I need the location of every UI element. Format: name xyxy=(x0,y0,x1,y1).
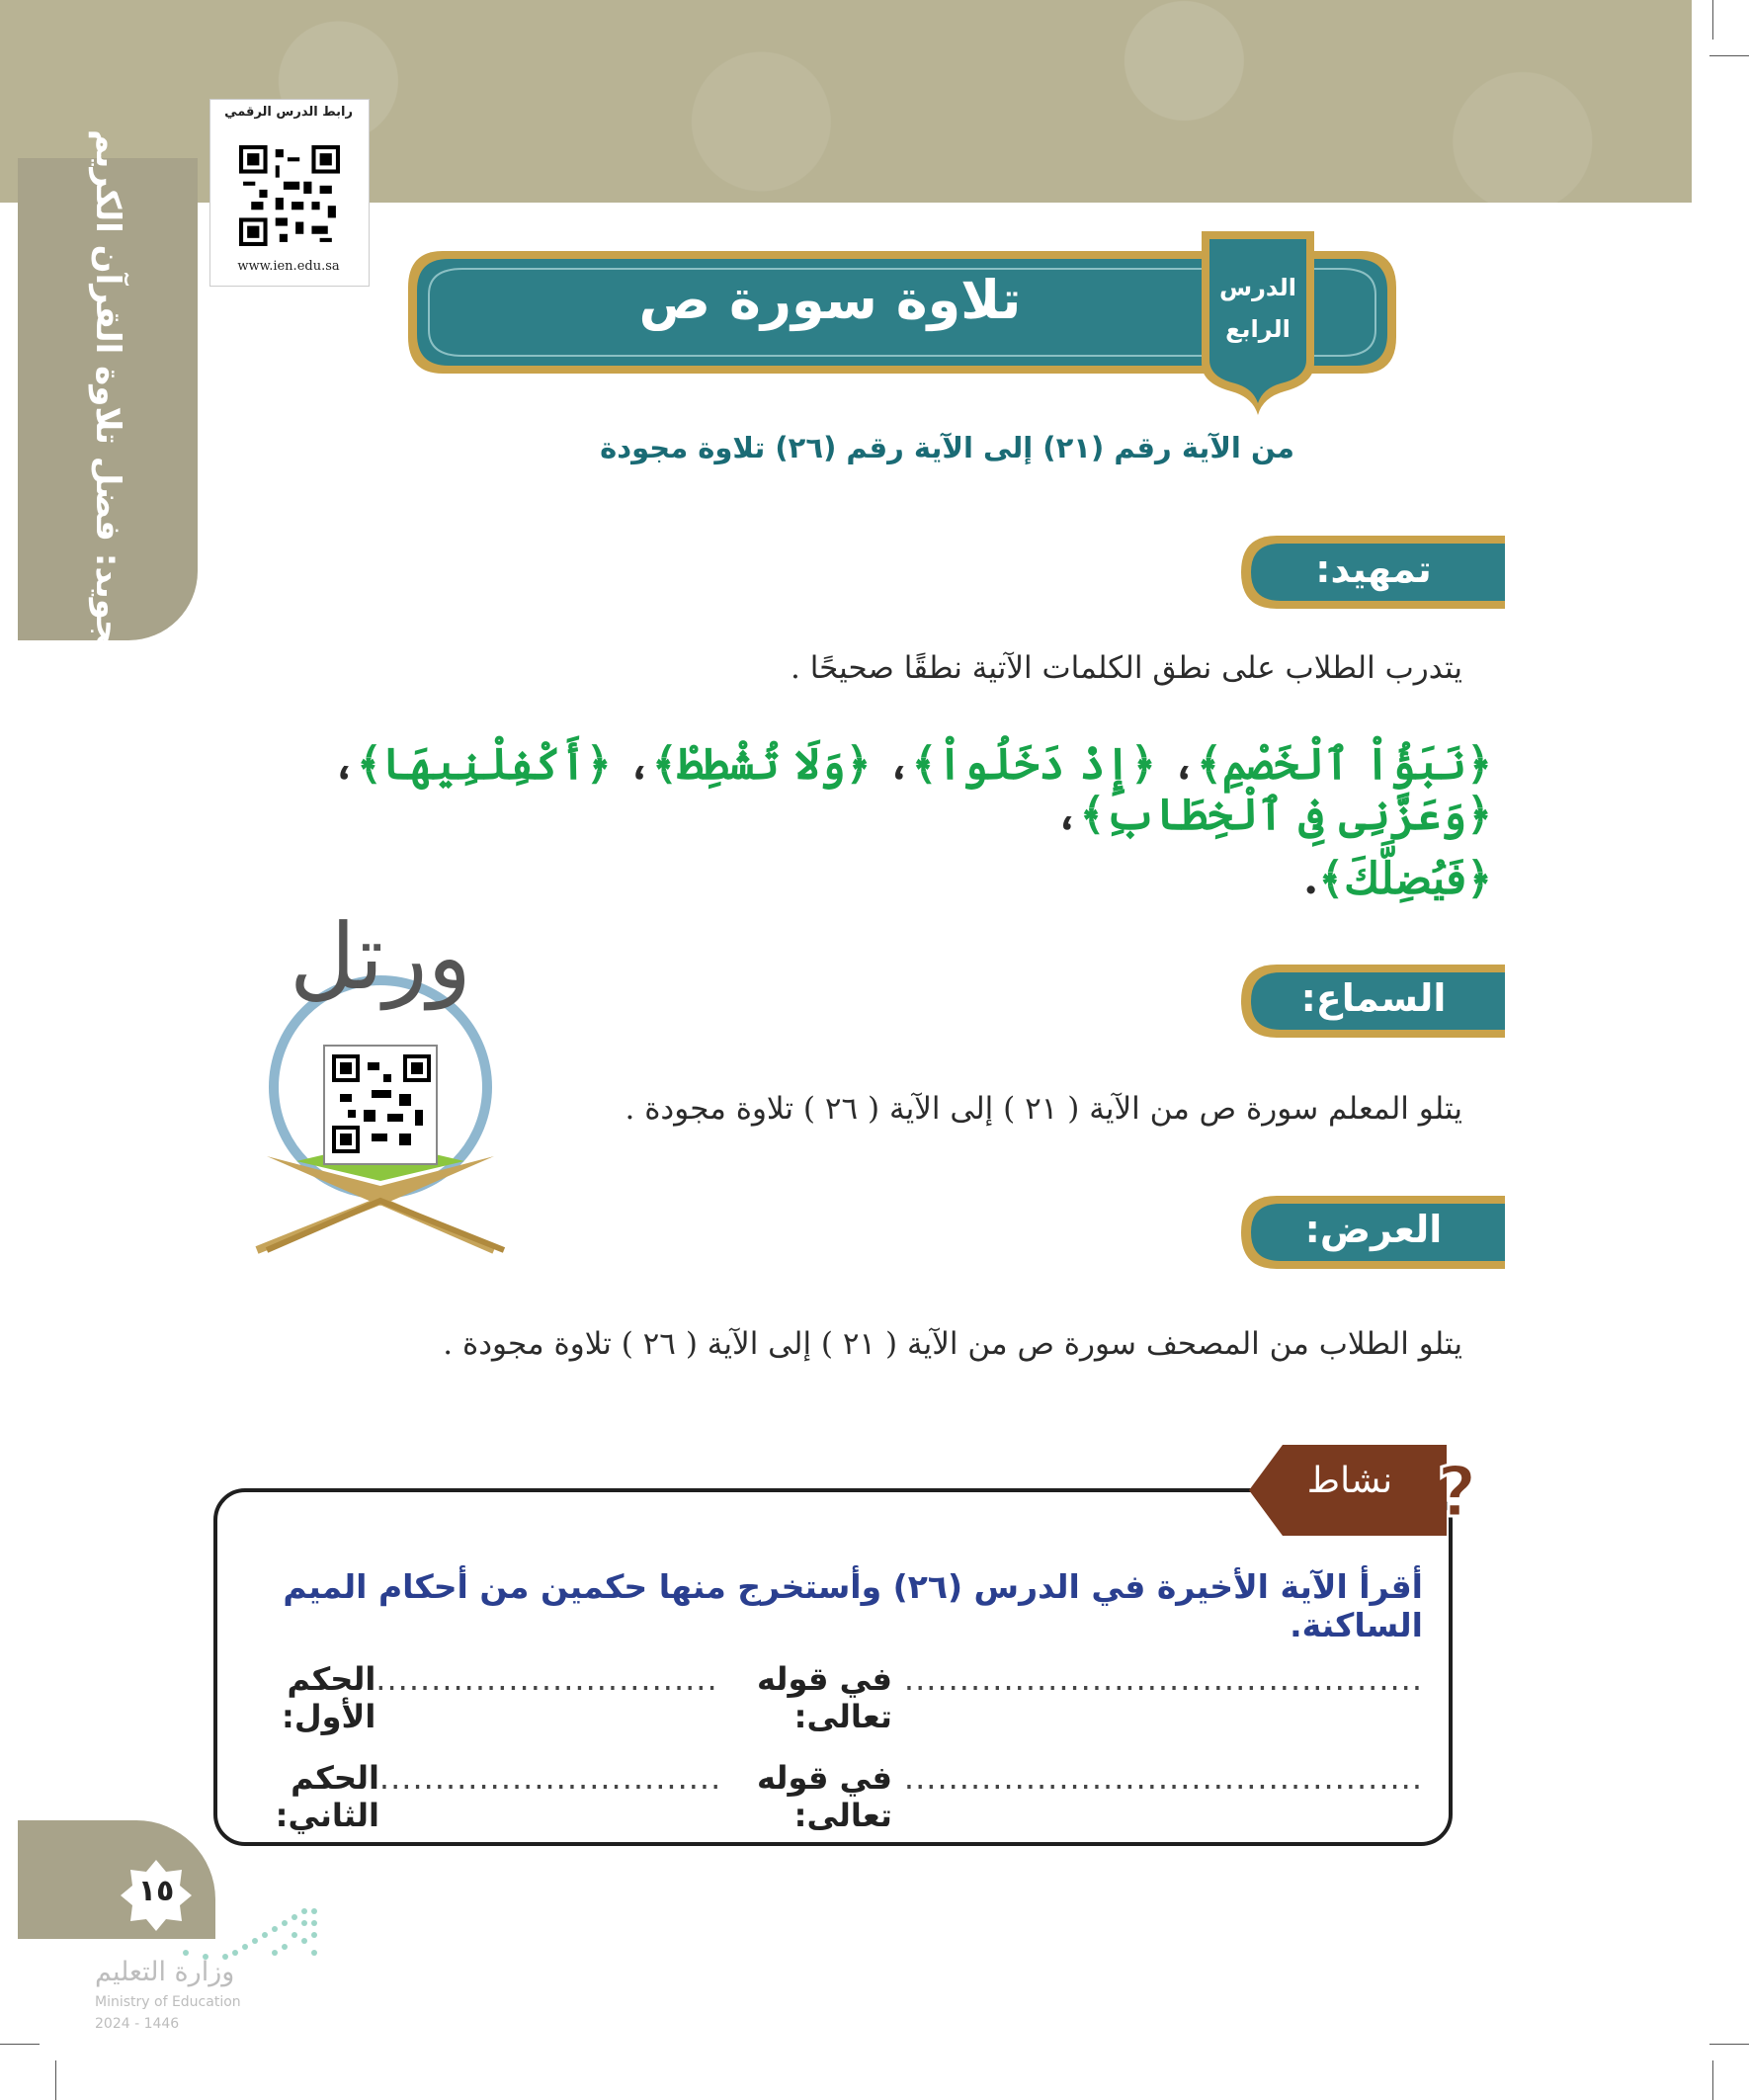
presentation-text: يتلو الطلاب من المصحف سورة ص من الآية ( ٢١ ) إلى الآية ( ٢٦ ) تلاوة مجودة . xyxy=(443,1326,1462,1362)
quran-word: ﴿فَيُضِلَّكَ﴾ xyxy=(1318,854,1492,904)
intro-text: يتدرب الطلاب على نطق الكلمات الآتية نطقًا صحيحًا . xyxy=(791,650,1462,686)
side-tab-title: التجويد: فضل تلاوة القرآن الكريم xyxy=(88,128,127,682)
qr-url[interactable]: www.ien.edu.sa xyxy=(237,259,340,274)
lesson-title: تلاوة سورة ص xyxy=(638,269,1022,331)
verse-label: في قوله تعالى: xyxy=(757,1759,892,1834)
quran-word: ﴿وَلَا تُشْطِطْ﴾ xyxy=(651,739,872,790)
answer-blank[interactable]: ............................... xyxy=(375,1660,718,1698)
quran-words-line1: ﴿نَبَؤُاْ ٱلْخَصْمِ﴾، ﴿إِذْ دَخَلُواْ﴾، ﴿وَلَا تُشْطِطْ﴾، ﴿أَكْفِلْنِيهَا﴾، ﴿وَعَزَّنِى فِى ٱلْخِطَابِ﴾، xyxy=(331,739,1492,840)
quran-word: ﴿أَكْفِلْنِيهَا﴾ xyxy=(357,739,612,790)
crop-mark xyxy=(55,2060,56,2100)
listening-text: يتلو المعلم سورة ص من الآية ( ٢١ ) إلى الآية ( ٢٦ ) تلاوة مجودة . xyxy=(625,1091,1462,1127)
answer-row-1 xyxy=(247,1660,1423,1735)
rule-label: الحكم الثاني: xyxy=(275,1759,379,1834)
crop-mark xyxy=(1712,2060,1713,2100)
answer-blank[interactable]: ............................... xyxy=(378,1759,722,1797)
emblem-calligraphy: ورتل xyxy=(289,904,472,1010)
section-heading-intro: تمهيد: xyxy=(1315,547,1432,591)
rule-label: الحكم الأول: xyxy=(282,1660,376,1735)
activity-label: نشاط xyxy=(1306,1461,1393,1501)
answer-row-2 xyxy=(247,1759,1423,1834)
lesson-subtitle: من الآية رقم (٢١) إلى الآية رقم (٢٦) تلاوة مجودة xyxy=(600,431,1294,464)
quran-word: ﴿نَبَؤُاْ ٱلْخَصْمِ﴾ xyxy=(1197,739,1492,790)
ministry-name-ar: وزارة التعليم xyxy=(95,1957,235,1987)
verse-label: في قوله تعالى: xyxy=(757,1660,892,1735)
page-number: ١٥ xyxy=(137,1874,175,1908)
answer-blank[interactable]: ............................................... xyxy=(903,1759,1423,1797)
crop-mark xyxy=(1712,0,1713,40)
ministry-year: 2024 - 1446 xyxy=(95,2016,180,2032)
qr-code-icon[interactable] xyxy=(239,142,340,249)
lesson-number-label: الدرس الرابع xyxy=(1218,274,1297,343)
activity-question: أقرأ الآية الأخيرة في الدرس (٢٦) وأستخرج منها حكمين من أحكام الميم الساكنة. xyxy=(283,1567,1423,1644)
crop-mark xyxy=(0,2044,40,2045)
quran-word: ﴿وَعَزَّنِى فِى ٱلْخِطَابِ﴾ xyxy=(1079,790,1492,840)
question-mark-icon: ? xyxy=(1437,1452,1477,1533)
section-heading-presentation: العرض: xyxy=(1304,1208,1443,1251)
ministry-name-en: Ministry of Education xyxy=(95,1994,241,2010)
crop-mark xyxy=(1709,55,1749,56)
section-heading-listening: السماع: xyxy=(1300,976,1447,1020)
quran-words-line2: ﴿فَيُضِلَّكَ﴾. xyxy=(1302,854,1492,904)
ministry-logo-icon xyxy=(166,1903,324,1963)
warattil-emblem[interactable] xyxy=(247,884,514,1260)
quran-word: ﴿إِذْ دَخَلُواْ﴾ xyxy=(911,739,1156,790)
crop-mark xyxy=(1709,2044,1749,2045)
qr-caption: رابط الدرس الرقمي xyxy=(224,105,353,120)
answer-blank[interactable]: ............................................... xyxy=(903,1660,1423,1698)
